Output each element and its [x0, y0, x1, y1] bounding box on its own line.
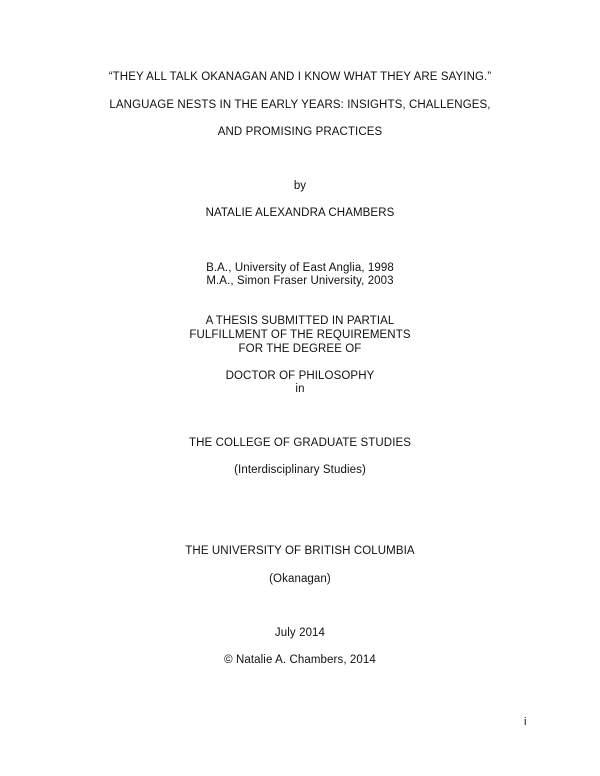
by-label: by [293, 180, 307, 192]
title-line-1: “THEY ALL TALK OKANAGAN AND I KNOW WHAT THEY ARE SAYING.” [108, 71, 492, 83]
thesis-date: July 2014 [274, 627, 326, 639]
page-number: i [524, 716, 527, 728]
title-line-3: AND PROMISING PRACTICES [217, 126, 383, 138]
in-label: in [295, 383, 305, 395]
college-name: THE COLLEGE OF GRADUATE STUDIES [188, 437, 412, 449]
campus-name: (Okanagan) [269, 573, 331, 585]
author-name: NATALIE ALEXANDRA CHAMBERS [205, 207, 395, 219]
submission-line-3: FOR THE DEGREE OF [238, 343, 362, 355]
degree-ma: M.A., Simon Fraser University, 2003 [206, 275, 394, 287]
degree-name: DOCTOR OF PHILOSOPHY [225, 370, 375, 382]
title-line-2: LANGUAGE NESTS IN THE EARLY YEARS: INSIGHTS, CHALLENGES, [109, 99, 491, 111]
submission-line-1: A THESIS SUBMITTED IN PARTIAL [205, 315, 395, 327]
copyright-notice: © Natalie A. Chambers, 2014 [224, 654, 376, 666]
program-name: (Interdisciplinary Studies) [234, 464, 366, 476]
university-name: THE UNIVERSITY OF BRITISH COLUMBIA [185, 545, 415, 557]
submission-line-2: FULFILLMENT OF THE REQUIREMENTS [189, 329, 411, 341]
degree-ba: B.A., University of East Anglia, 1998 [206, 262, 394, 274]
